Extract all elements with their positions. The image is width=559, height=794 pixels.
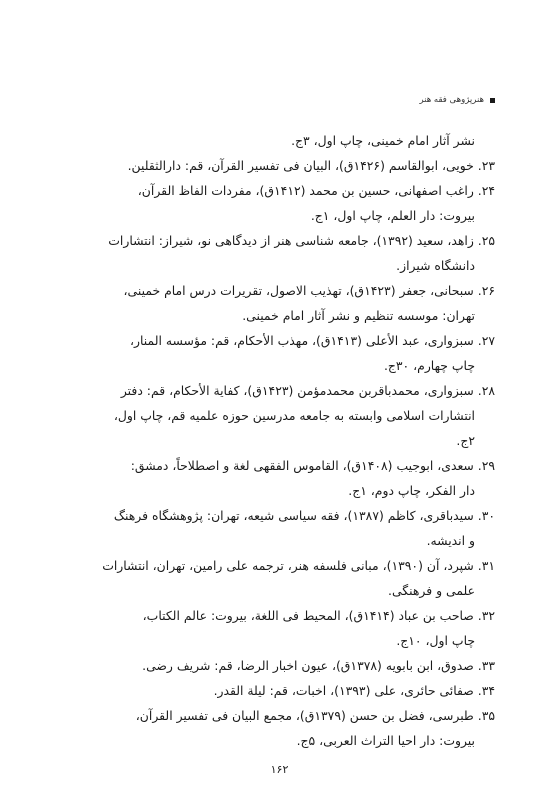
reference-first-line: ۲۹. سعدی، ابوجیب (۱۴۰۸ق)، القاموس الفقهی لغة و اصطلاحاً، دمشق: [130, 458, 495, 473]
reference-entry [61, 328, 495, 378]
reference-entry [61, 703, 495, 753]
reference-continuation-line: ۲ج. [456, 433, 475, 448]
running-title: هنرپژوهی فقه هنر [419, 95, 484, 105]
reference-entry [61, 503, 495, 553]
reference-first-line: نشر آثار امام خمینی، چاپ اول، ۳ج. [291, 133, 475, 148]
running-header [64, 92, 495, 108]
reference-first-line: ۲۷. سبزواری، عبد الأعلی (۱۴۱۳ق)، مهذب الأحکام، قم: مؤسسه المنار، [130, 333, 495, 348]
reference-entry [61, 553, 495, 603]
reference-first-line: ۳۱. شپرد، آن (۱۳۹۰)، مبانی فلسفه هنر، ترجمه علی رامین، تهران، انتشارات [102, 558, 495, 573]
reference-entry [61, 153, 495, 178]
reference-entry [61, 128, 495, 153]
reference-first-line: ۳۲. صاحب بن عباد (۱۴۱۴ق)، المحیط فی اللغة، بیروت: عالم الکتاب، [142, 608, 495, 623]
reference-continuation-line: چاپ اول، ۱۰ج. [396, 633, 475, 648]
reference-entry [61, 228, 495, 278]
reference-first-line: ۲۴. راغب اصفهانی، حسین بن محمد (۱۴۱۲ق)، مفردات الفاظ القرآن، [137, 183, 495, 198]
reference-entry [61, 278, 495, 328]
reference-first-line: ۳۴. صفائی حائری، علی (۱۳۹۳)، اخبات، قم: لیلة القدر. [213, 683, 495, 698]
reference-first-line: ۳۵. طبرسی، فضل بن حسن (۱۳۷۹ق)، مجمع البیان فی تفسیر القرآن، [135, 708, 495, 723]
reference-first-line: ۲۶. سبحانی، جعفر (۱۴۲۳ق)، تهذیب الاصول، تقریرات درس امام خمینی، [123, 283, 495, 298]
reference-continuation-line: و اندیشه. [426, 533, 475, 548]
reference-continuation-line: دار الفکر، چاپ دوم، ۱ج. [348, 483, 475, 498]
reference-entry [61, 603, 495, 653]
reference-first-line: ۲۳. خویی، ابوالقاسم (۱۴۲۶ق)، البیان فی تفسیر القرآن، قم: دارالثقلین. [127, 158, 495, 173]
page-number: ۱۶۲ [270, 763, 289, 776]
reference-continuation-line: بیروت: دار احیا التراث العربی، ۵ج. [296, 733, 475, 748]
reference-entry [61, 378, 495, 453]
reference-entry [61, 453, 495, 503]
reference-continuation-line: تهران: موسسه تنظیم و نشر آثار امام خمینی. [242, 308, 475, 323]
reference-first-line: ۲۸. سبزواری، محمدباقربن محمدمؤمن (۱۴۲۳ق)، کفایة الأحکام، قم: دفتر [120, 383, 495, 398]
reference-first-line: ۲۵. زاهد، سعید (۱۳۹۲)، جامعه شناسی هنر از دیدگاهی نو، شیراز: انتشارات [108, 233, 495, 248]
reference-entry [61, 653, 495, 678]
reference-continuation-line: چاپ چهارم، ۳۰ج. [383, 358, 475, 373]
reference-entry [61, 678, 495, 703]
reference-continuation-line: انتشارات اسلامی وابسته به جامعه مدرسین حوزه علمیه قم، چاپ اول، [113, 408, 475, 423]
square-bullet-icon [490, 98, 495, 103]
reference-first-line: ۳۳. صدوق، ابن بابویه (۱۳۷۸ق)، عیون اخبار الرضا، قم: شریف رضی. [142, 658, 495, 673]
reference-continuation-line: بیروت: دار العلم، چاپ اول، ۱ج. [310, 208, 475, 223]
reference-continuation-line: علمی و فرهنگی. [388, 583, 475, 598]
reference-continuation-line: دانشگاه شیراز. [396, 258, 475, 273]
reference-entry [61, 178, 495, 228]
reference-list [61, 128, 495, 753]
reference-first-line: ۳۰. سیدباقری، کاظم (۱۳۸۷)، فقه سیاسی شیعه، تهران: پژوهشگاه فرهنگ [113, 508, 495, 523]
